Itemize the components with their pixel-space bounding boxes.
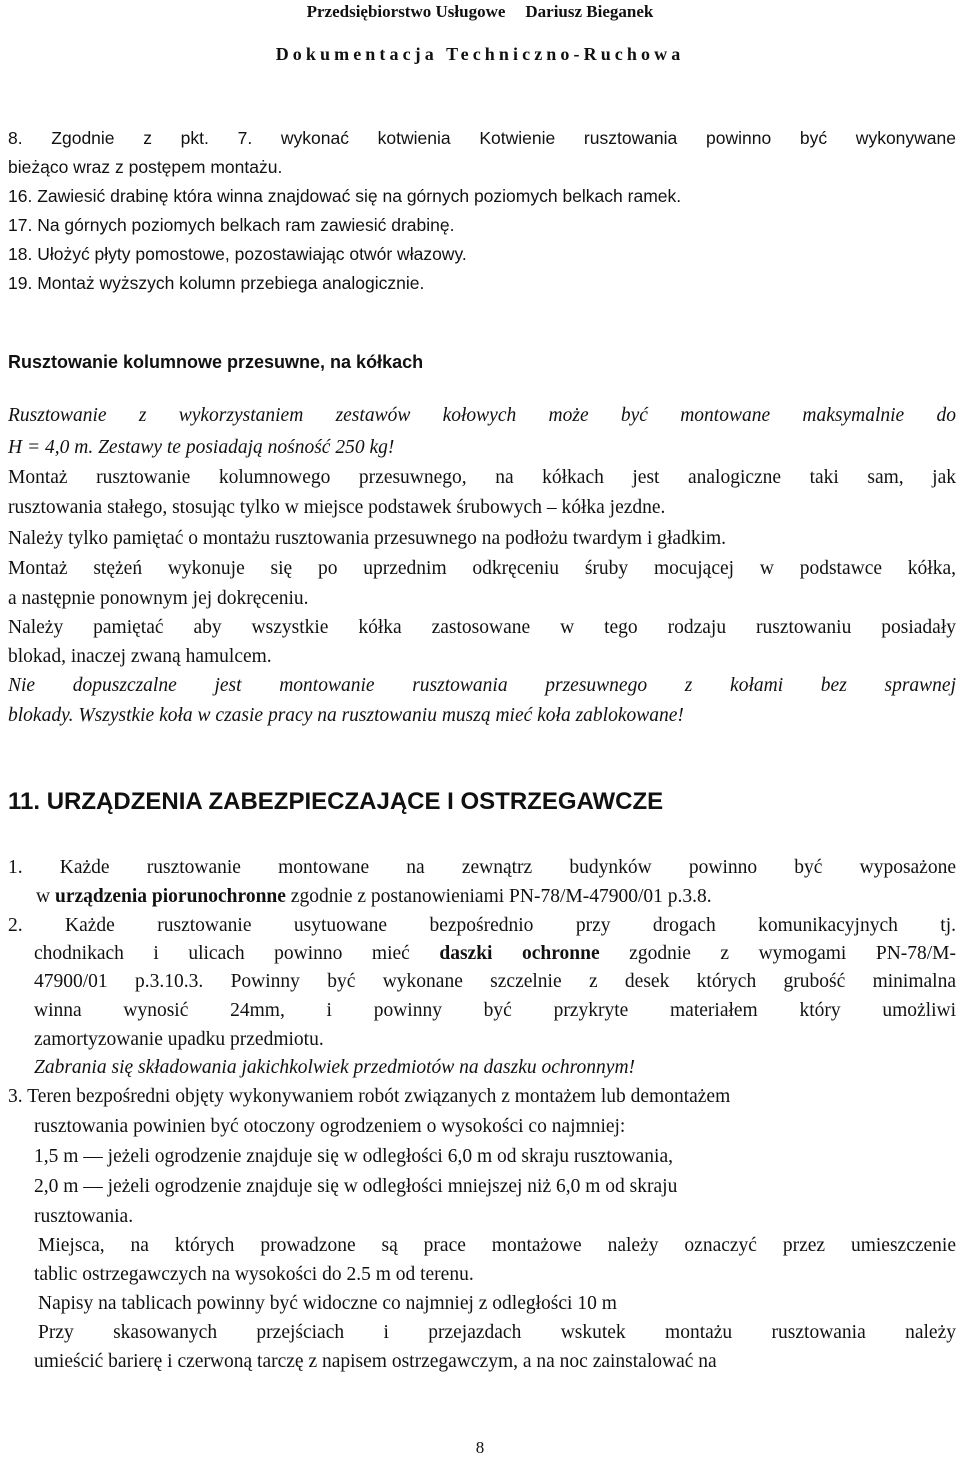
item-2-text-end: zgodnie z wymogami PN-78/M-	[599, 943, 957, 964]
capacity-note-line2: H = 4,0 m. Zestawy te posiadają nośność 250 kg!	[8, 437, 395, 458]
item-1-text-end: zgodnie z postanowieniami PN-78/M-47900/01 p.3.8.	[285, 886, 712, 907]
item-2-line2	[34, 943, 956, 965]
section-heading: 11. URZĄDZENIA ZABEZPIECZAJĄCE I OSTRZEGAWCZE	[8, 788, 664, 815]
step-18: 18. Ułożyć płyty pomostowe, pozostawiając otwór włazowy.	[8, 244, 467, 264]
item-3-line4: 2,0 m — jeżeli ogrodzenie znajduje się w odległości mniejszej niż 6,0 m od skraju	[34, 1176, 678, 1197]
step-17: 17. Na górnych poziomych belkach ram zawiesić drabinę.	[8, 215, 455, 235]
step-8-line2: bieżąco wraz z postępem montażu.	[8, 157, 283, 177]
warning-line2: blokady. Wszystkie koła w czasie pracy na rusztowaniu muszą mieć koła zablokowane!	[8, 705, 684, 726]
item-1-line1: 1. Każde rusztowanie montowane na zewnątrz budynków powinno być wyposażone	[8, 857, 956, 878]
document-title: Dokumentacja Techniczno-Ruchowa	[275, 44, 685, 64]
item-3-line9: Przy skasowanych przejściach i przejazdach wskutek montażu rusztowania należy	[38, 1322, 956, 1343]
item-2-line3: 47900/01 p.3.10.3. Powinny być wykonane szczelnie z desek których grubość minimalna	[34, 971, 956, 992]
item-3-line3: 1,5 m — jeżeli ogrodzenie znajduje się w odległości 6,0 m od skraju rusztowania,	[34, 1146, 673, 1167]
page-number: 8	[475, 1438, 485, 1457]
brake-para-line2: blokad, inaczej zwaną hamulcem.	[8, 646, 272, 667]
assembly-para-line2: rusztowania stałego, stosując tylko w miejsce podstawek śrubowych – kółka jezdne.	[8, 497, 666, 518]
assembly-para-line1: Montaż rusztowanie kolumnowego przesuwnego, na kółkach jest analogiczne taki sam, jak	[8, 467, 956, 488]
item-3-line5: rusztowania.	[34, 1206, 134, 1227]
item-3-line1: 3. Teren bezpośredni objęty wykonywaniem robót związanych z montażem lub demontażem	[8, 1086, 731, 1107]
item-2-warning: Zabrania się składowania jakichkolwiek przedmiotów na daszku ochronnym!	[34, 1057, 636, 1078]
item-2-text: chodnikach i ulicach powinno mieć	[34, 943, 440, 964]
bracing-para-line1: Montaż stężeń wykonuje się po uprzednim odkręceniu śruby mocującej w podstawce kółka,	[8, 558, 956, 579]
step-16: 16. Zawiesić drabinę która winna znajdować się na górnych poziomych belkach ramek.	[8, 186, 682, 206]
surface-note: Należy tylko pamiętać o montażu rusztowania przesuwnego na podłożu twardym i gładkim.	[8, 528, 727, 549]
brake-para-line1: Należy pamiętać aby wszystkie kółka zastosowane w tego rodzaju rusztowaniu posiadały	[8, 617, 956, 638]
item-2-line4: winna wynosić 24mm, i powinny być przykryte materiałem który umożliwi	[34, 1000, 956, 1021]
capacity-note-line1: Rusztowanie z wykorzystaniem zestawów kołowych może być montowane maksymalnie do	[8, 405, 956, 426]
running-header	[0, 2, 960, 22]
company-name: Przedsiębiorstwo Usługowe	[306, 2, 506, 21]
step-8-line1: 8. Zgodnie z pkt. 7. wykonać kotwienia Kotwienie rusztowania powinno być wykonywane	[8, 128, 956, 148]
owner-name: Dariusz Bieganek	[525, 2, 654, 21]
item-1-text: w	[36, 886, 55, 907]
subsection-heading: Rusztowanie kolumnowe przesuwne, na kółkach	[8, 352, 424, 372]
warning-line1: Nie dopuszczalne jest montowanie rusztowania przesuwnego z kołami bez sprawnej	[8, 675, 956, 696]
item-2-line5: zamortyzowanie upadku przedmiotu.	[34, 1029, 324, 1050]
item-3-line2: rusztowania powinien być otoczony ogrodzeniem o wysokości co najmniej:	[34, 1116, 626, 1137]
item-3-line7: tablic ostrzegawczych na wysokości do 2.5 m od terenu.	[34, 1264, 474, 1285]
protective-roof-term: daszki ochronne	[439, 943, 600, 964]
item-1-line2	[36, 886, 712, 908]
lightning-protection-term: urządzenia piorunochronne	[54, 886, 286, 907]
item-3-line6: Miejsca, na których prowadzone są prace montażowe należy oznaczyć przez umieszczenie	[38, 1235, 956, 1256]
bracing-para-line2: a następnie ponownym jej dokręceniu.	[8, 588, 309, 609]
step-19: 19. Montaż wyższych kolumn przebiega analogicznie.	[8, 273, 425, 293]
item-3-line8: Napisy na tablicach powinny być widoczne co najmniej z odległości 10 m	[38, 1293, 617, 1314]
item-2-line1: 2. Każde rusztowanie usytuowane bezpośrednio przy drogach komunikacyjnych tj.	[8, 915, 956, 936]
item-3-line10: umieścić barierę i czerwoną tarczę z napisem ostrzegawczym, a na noc zainstalować na	[34, 1351, 717, 1372]
